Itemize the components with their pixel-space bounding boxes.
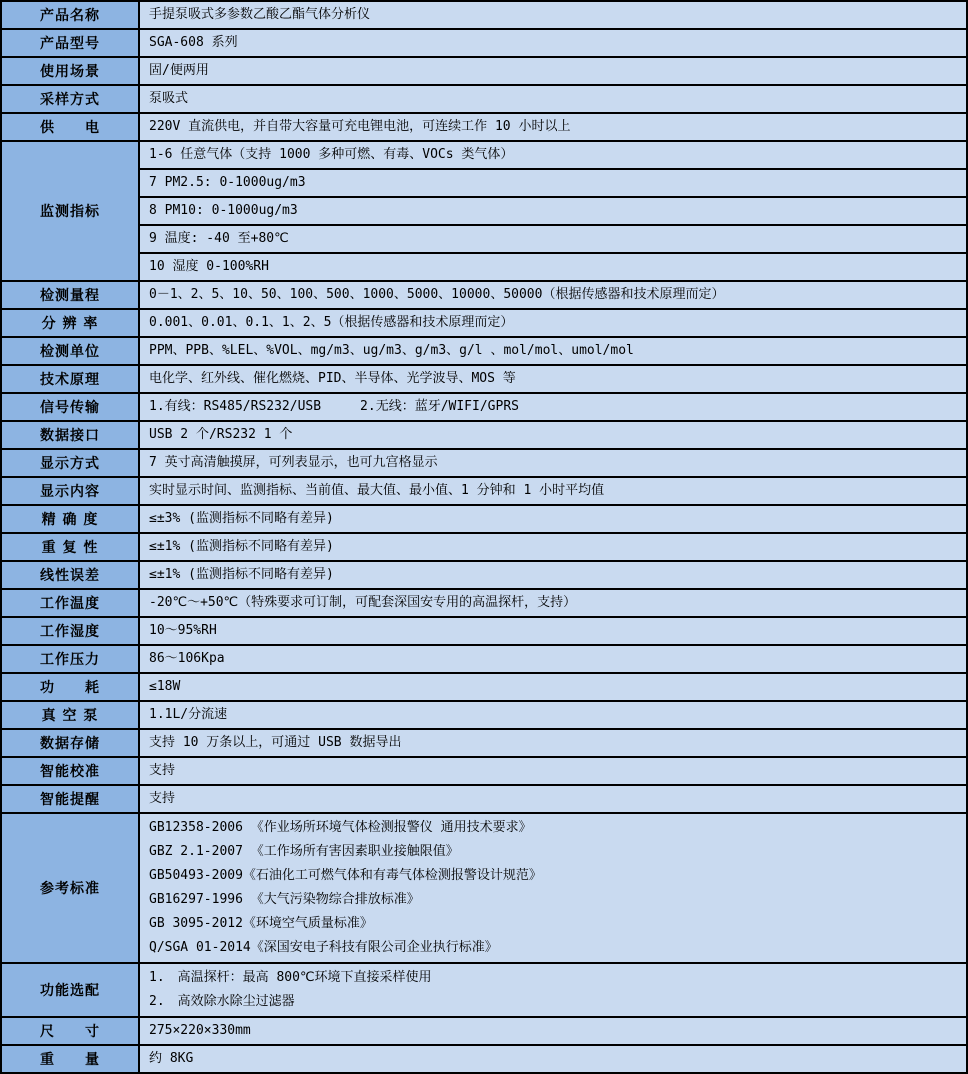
spec-value <box>139 963 967 1017</box>
spec-label: 使用场景 <box>1 57 139 85</box>
spec-label: 功 耗 <box>1 673 139 701</box>
spec-row <box>1 1017 967 1045</box>
spec-value: 固/便两用 <box>139 57 967 85</box>
spec-label: 重 复 性 <box>1 533 139 561</box>
spec-value: 8 PM10: 0-1000ug/m3 <box>139 197 967 225</box>
spec-value: 0－1、2、5、10、50、100、500、1000、5000、10000、50000（根据传感器和技术原理而定） <box>139 281 967 309</box>
spec-value: 支持 10 万条以上，可通过 USB 数据导出 <box>139 729 967 757</box>
spec-value-line: GB12358-2006 《作业场所环境气体检测报警仪 通用技术要求》 <box>149 820 532 835</box>
spec-value: ≤±1% (监测指标不同略有差异) <box>139 561 967 589</box>
spec-row <box>1 785 967 813</box>
spec-label: 真 空 泵 <box>1 701 139 729</box>
spec-value: 9 温度: -40 至+80℃ <box>139 225 967 253</box>
spec-value: USB 2 个/RS232 1 个 <box>139 421 967 449</box>
spec-label: 显示方式 <box>1 449 139 477</box>
spec-label: 监测指标 <box>1 141 139 281</box>
spec-row <box>1 141 967 169</box>
spec-label: 供 电 <box>1 113 139 141</box>
spec-label: 采样方式 <box>1 85 139 113</box>
spec-label: 检测单位 <box>1 337 139 365</box>
spec-value: 电化学、红外线、催化燃烧、PID、半导体、光学波导、MOS 等 <box>139 365 967 393</box>
spec-row <box>1 365 967 393</box>
spec-value-line: GB 3095-2012《环境空气质量标准》 <box>149 916 373 931</box>
spec-row <box>1 113 967 141</box>
spec-value: ≤18W <box>139 673 967 701</box>
spec-value: -20℃～+50℃（特殊要求可订制，可配套深国安专用的高温探杆，支持） <box>139 589 967 617</box>
spec-value-line: GB50493-2009《石油化工可燃气体和有毒气体检测报警设计规范》 <box>149 868 542 883</box>
spec-label: 智能校准 <box>1 757 139 785</box>
spec-value: 275×220×330mm <box>139 1017 967 1045</box>
spec-row <box>1 1045 967 1073</box>
spec-value: PPM、PPB、%LEL、%VOL、mg/m3、ug/m3、g/m3、g/l 、mol/mol、umol/mol <box>139 337 967 365</box>
spec-label: 数据存储 <box>1 729 139 757</box>
spec-label: 技术原理 <box>1 365 139 393</box>
spec-row <box>1 561 967 589</box>
spec-row <box>1 57 967 85</box>
spec-value: 支持 <box>139 785 967 813</box>
spec-row <box>1 505 967 533</box>
spec-label: 智能提醒 <box>1 785 139 813</box>
spec-label: 精 确 度 <box>1 505 139 533</box>
spec-label: 重 量 <box>1 1045 139 1073</box>
spec-row <box>1 617 967 645</box>
spec-value: 约 8KG <box>139 1045 967 1073</box>
spec-value-line: 1. 高温探杆：最高 800℃环境下直接采样使用 <box>149 970 432 985</box>
spec-row <box>1 1 967 29</box>
spec-row <box>1 645 967 673</box>
spec-value: 0.001、0.01、0.1、1、2、5（根据传感器和技术原理而定） <box>139 309 967 337</box>
spec-label: 分 辨 率 <box>1 309 139 337</box>
spec-value-line: 2. 高效除水除尘过滤器 <box>149 994 295 1009</box>
spec-value: 1.有线：RS485/RS232/USB 2.无线：蓝牙/WIFI/GPRS <box>139 393 967 421</box>
spec-value-line: GBZ 2.1-2007 《工作场所有害因素职业接触限值》 <box>149 844 459 859</box>
spec-row <box>1 421 967 449</box>
spec-value: ≤±1% (监测指标不同略有差异) <box>139 533 967 561</box>
spec-row <box>1 225 967 253</box>
spec-value: 手提泵吸式多参数乙酸乙酯气体分析仪 <box>139 1 967 29</box>
spec-value: 1.1L/分流速 <box>139 701 967 729</box>
spec-label: 数据接口 <box>1 421 139 449</box>
spec-row <box>1 729 967 757</box>
spec-row <box>1 253 967 281</box>
spec-label: 尺 寸 <box>1 1017 139 1045</box>
spec-value: 7 英寸高清触摸屏，可列表显示，也可九宫格显示 <box>139 449 967 477</box>
spec-row <box>1 757 967 785</box>
spec-value: 220V 直流供电，并自带大容量可充电锂电池，可连续工作 10 小时以上 <box>139 113 967 141</box>
spec-row <box>1 477 967 505</box>
spec-row <box>1 449 967 477</box>
spec-row <box>1 813 967 963</box>
spec-row <box>1 533 967 561</box>
spec-label: 功能选配 <box>1 963 139 1017</box>
spec-row <box>1 673 967 701</box>
spec-value: 1-6 任意气体（支持 1000 多种可燃、有毒、VOCs 类气体） <box>139 141 967 169</box>
spec-label: 工作压力 <box>1 645 139 673</box>
spec-label: 工作温度 <box>1 589 139 617</box>
spec-row <box>1 963 967 1017</box>
spec-row <box>1 29 967 57</box>
spec-row <box>1 701 967 729</box>
spec-table-body <box>1 1 967 1073</box>
spec-label: 信号传输 <box>1 393 139 421</box>
spec-row <box>1 309 967 337</box>
spec-label: 产品型号 <box>1 29 139 57</box>
spec-value-line: GB16297-1996 《大气污染物综合排放标准》 <box>149 892 420 907</box>
spec-value: 86～106Kpa <box>139 645 967 673</box>
spec-value: 7 PM2.5: 0-1000ug/m3 <box>139 169 967 197</box>
spec-value-line: Q/SGA 01-2014《深国安电子科技有限公司企业执行标准》 <box>149 940 498 955</box>
spec-value: 实时显示时间、监测指标、当前值、最大值、最小值、1 分钟和 1 小时平均值 <box>139 477 967 505</box>
spec-value <box>139 813 967 963</box>
spec-row <box>1 337 967 365</box>
spec-value: 10～95%RH <box>139 617 967 645</box>
spec-row <box>1 197 967 225</box>
spec-value: ≤±3% (监测指标不同略有差异) <box>139 505 967 533</box>
spec-label: 线性误差 <box>1 561 139 589</box>
spec-label: 工作湿度 <box>1 617 139 645</box>
spec-row <box>1 589 967 617</box>
spec-value: 泵吸式 <box>139 85 967 113</box>
spec-row <box>1 393 967 421</box>
spec-row <box>1 169 967 197</box>
spec-label: 检测量程 <box>1 281 139 309</box>
spec-value: 10 湿度 0-100%RH <box>139 253 967 281</box>
spec-label: 参考标准 <box>1 813 139 963</box>
spec-value: SGA-608 系列 <box>139 29 967 57</box>
spec-label: 产品名称 <box>1 1 139 29</box>
spec-value: 支持 <box>139 757 967 785</box>
spec-label: 显示内容 <box>1 477 139 505</box>
spec-row <box>1 85 967 113</box>
spec-row <box>1 281 967 309</box>
